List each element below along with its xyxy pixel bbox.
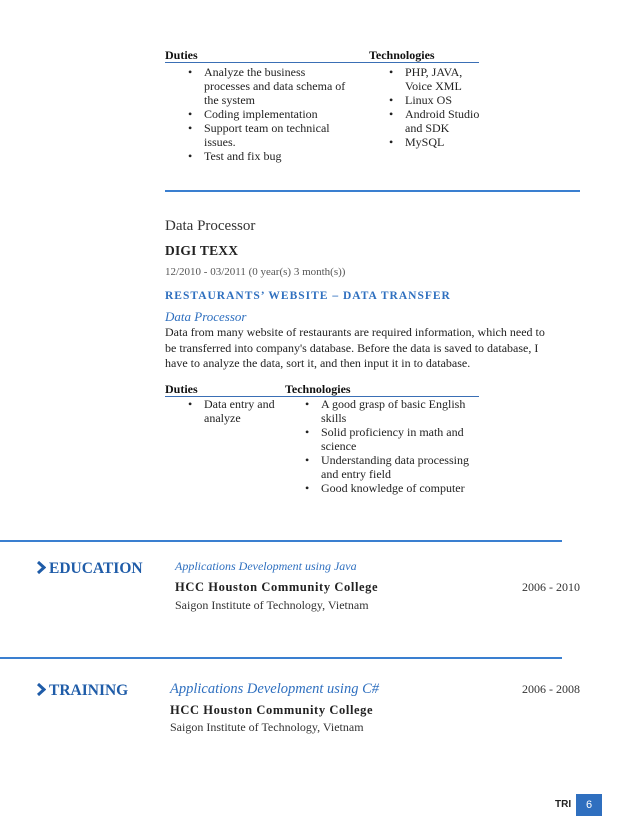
job2-tech-list [300, 397, 470, 495]
list-item: • Android Studio and SDK [384, 107, 482, 135]
education-label-text: EDUCATION [49, 560, 143, 577]
list-item: • Test and fix bug [183, 149, 353, 163]
list-item: • Data entry and analyze [183, 397, 283, 425]
footer-name: TRI [555, 799, 572, 810]
company-name: DIGI TEXX [165, 243, 239, 258]
list-item: • PHP, JAVA, Voice XML [384, 65, 482, 93]
list-item: • A good grasp of basic English skills [300, 397, 470, 425]
technologies-header: Technologies [285, 382, 351, 396]
training-years: 2006 - 2008 [522, 682, 580, 696]
project-title: RESTAURANTS’ WEBSITE – DATA TRANSFER [165, 290, 451, 302]
job1-duties-list [183, 65, 353, 163]
list-item: • Support team on technical issues. [183, 121, 353, 149]
chevron-right-icon [36, 683, 47, 701]
project-description: Data from many website of restaurants are required information, which need to be transferred into company's database. Before the data is saved to database, I have to analyze the data, sort it, and then input it in to database. [165, 325, 545, 370]
employment-dates: 12/2010 - 03/2011 (0 year(s) 3 month(s)) [165, 266, 346, 278]
training-school: HCC Houston Community College [170, 703, 374, 717]
education-school: HCC Houston Community College [175, 580, 379, 594]
list-item: • Understanding data processing and entry field [300, 453, 470, 481]
training-location: Saigon Institute of Technology, Vietnam [170, 720, 364, 734]
chevron-right-icon [36, 561, 47, 579]
training-title: Applications Development using C# [170, 681, 380, 697]
section-divider [165, 190, 580, 192]
training-divider [0, 657, 562, 659]
list-item: • Coding implementation [183, 107, 353, 121]
training-section-label [36, 682, 128, 701]
project-role: Data Processor [165, 309, 247, 324]
table-header-rule [165, 62, 479, 63]
duties-header: Duties [165, 382, 198, 396]
list-item: • Linux OS [384, 93, 482, 107]
list-item: • Solid proficiency in math and science [300, 425, 470, 453]
job2-duties-list [183, 397, 283, 425]
list-item: • Analyze the business processes and data schema of the system [183, 65, 353, 107]
job1-tech-list [384, 65, 482, 149]
education-location: Saigon Institute of Technology, Vietnam [175, 598, 369, 612]
page-number: 6 [576, 794, 602, 816]
duties-header: Duties [165, 48, 198, 62]
list-item: • MySQL [384, 135, 482, 149]
job-role-title: Data Processor [165, 218, 256, 234]
education-title: Applications Development using Java [175, 559, 357, 573]
education-section-label [36, 560, 143, 579]
education-years: 2006 - 2010 [522, 580, 580, 594]
education-divider [0, 540, 562, 542]
list-item: • Good knowledge of computer [300, 481, 470, 495]
technologies-header: Technologies [369, 48, 435, 62]
training-label-text: TRAINING [49, 682, 129, 699]
